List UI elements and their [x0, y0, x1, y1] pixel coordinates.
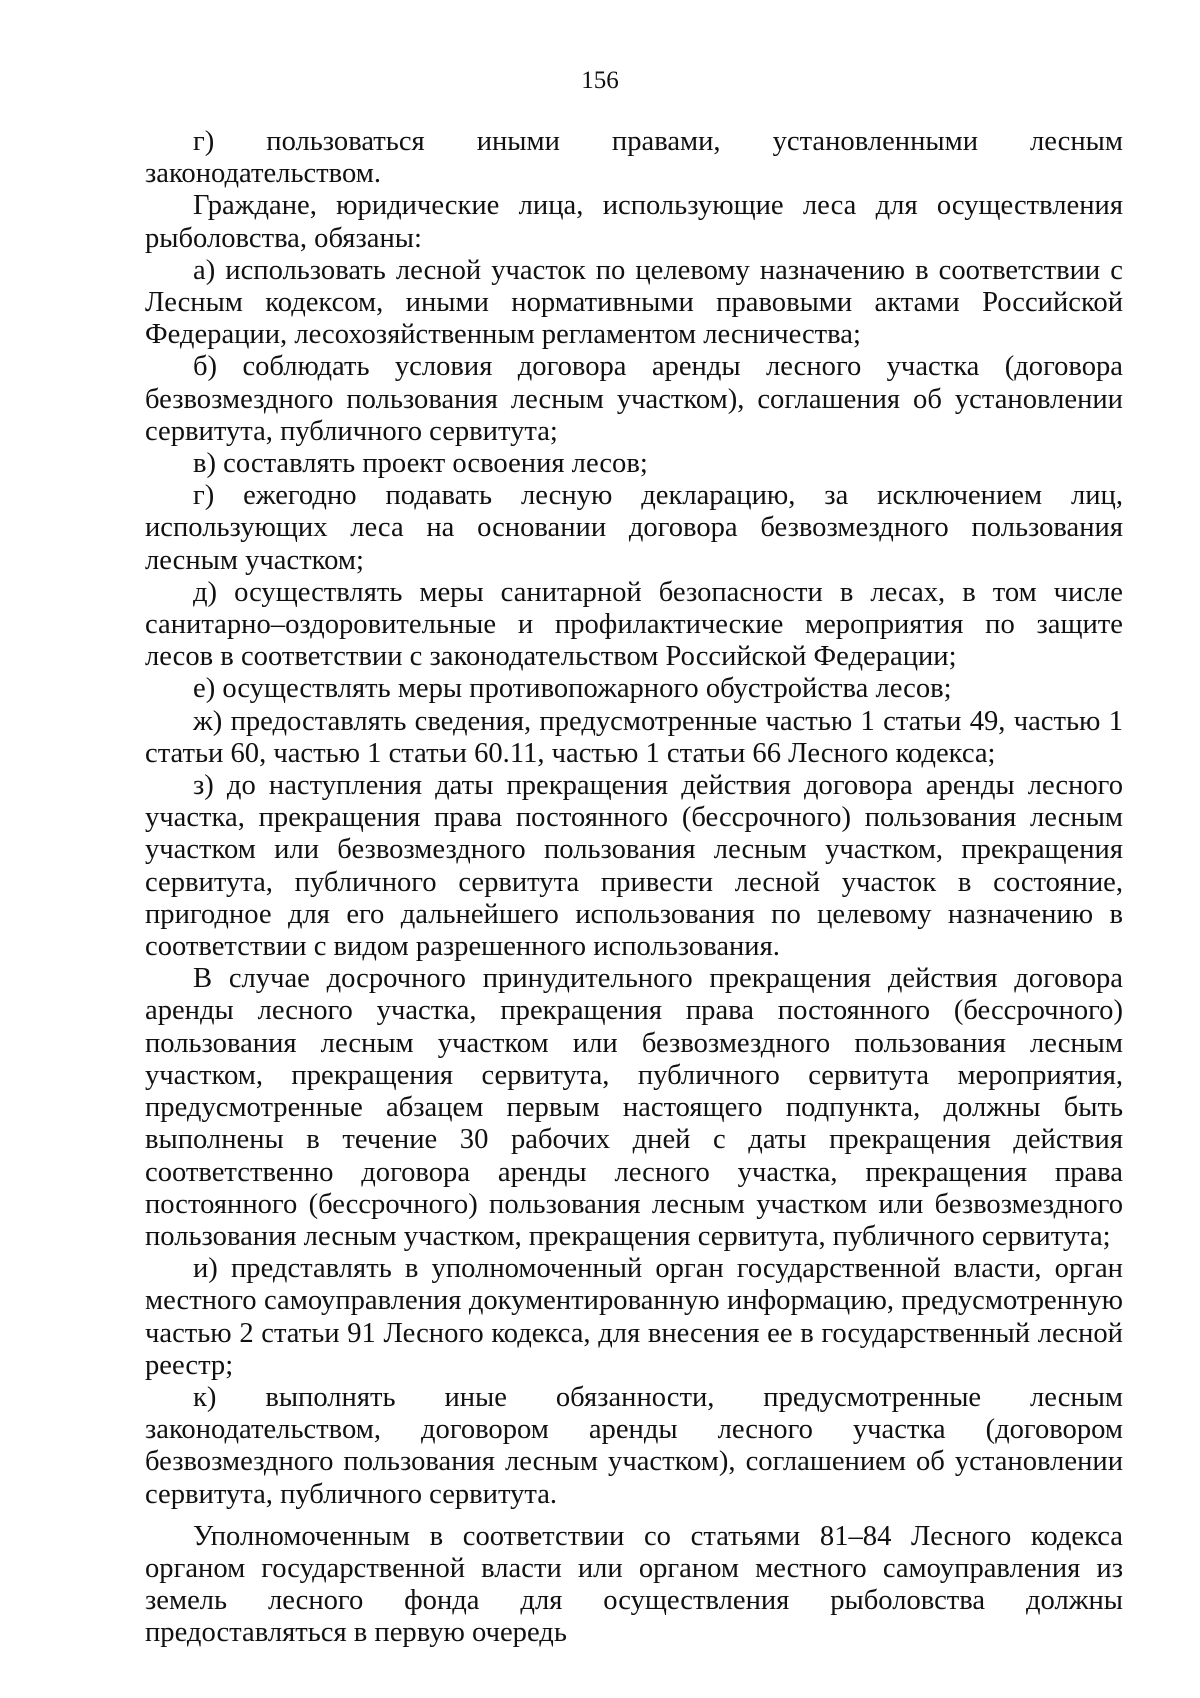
paragraph-k: к) выполнять иные обязанности, предусмотренные лесным законодательством, договором аренды лесного участка (договором безвозмездного пользования лесным участком), соглашением об установлении сервитута, публичного сервитута.	[145, 1381, 1123, 1510]
paragraph-d: д) осуществлять меры санитарной безопасности в лесах, в том числе санитарно–оздоровительные и профилактические мероприятия по защите лесов в соответствии с законодательством Российской Федерации;	[145, 576, 1123, 673]
paragraph-a: а) использовать лесной участок по целевому назначению в соответствии с Лесным кодексом, иными нормативными правовыми актами Российской Федерации, лесохозяйственным регламентом лесничества;	[145, 254, 1123, 351]
document-body	[145, 126, 1123, 1650]
page-number: 156	[581, 67, 619, 94]
paragraph-early-termination: В случае досрочного принудительного прекращения действия договора аренды лесного участка, прекращения права постоянного (бессрочного) пользования лесным участком или безвозмездного пользования лесным участком, прекращения сервитута, публичного сервитута мероприятия, предусмотренные абзацем первым настоящего подпункта, должны быть выполнены в течение 30 рабочих дней с даты прекращения действия соответственно договора аренды лесного участка, прекращения права постоянного (бессрочного) пользования лесным участком или безвозмездного пользования лесным участком, прекращения сервитута, публичного сервитута;	[145, 963, 1123, 1252]
paragraph-i: и) представлять в уполномоченный орган государственной власти, орган местного самоуправления документированную информацию, предусмотренную частью 2 статьи 91 Лесного кодекса, для внесения ее в государственный лесной реестр;	[145, 1253, 1123, 1381]
paragraph-e: е) осуществлять меры противопожарного обустройства лесов;	[193, 673, 952, 705]
paragraph-g-rights: г) пользоваться иными правами, установленными лесным законодательством.	[145, 126, 1123, 190]
paragraph-obligations-intro: Граждане, юридические лица, использующие леса для осуществления рыболовства, обязаны:	[145, 190, 1123, 254]
paragraph-z: з) до наступления даты прекращения действия договора аренды лесного участка, прекращения права постоянного (бессрочного) пользования лесным участком или безвозмездного пользования лесным участком, прекращения сервитута, публичного сервитута привести лесной участок в состояние, пригодное для его дальнейшего использования по целевому назначению в соответствии с видом разрешенного использования.	[145, 770, 1123, 963]
paragraph-zh: ж) предоставлять сведения, предусмотренные частью 1 статьи 49, частью 1 статьи 60, частью 1 статьи 60.11, частью 1 статьи 66 Лесного кодекса;	[145, 705, 1123, 769]
paragraph-b: б) соблюдать условия договора аренды лесного участка (договора безвозмездного пользования лесным участком), соглашения об установлении сервитута, публичного сервитута;	[145, 351, 1123, 447]
paragraph-v: в) составлять проект освоения лесов;	[193, 448, 648, 480]
paragraph-authorized-body: Уполномоченным в соответствии со статьями 81–84 Лесного кодекса органом государственной власти или органом местного самоуправления из земель лесного фонда для осуществления рыболовства должны предоставляться в первую очередь	[145, 1520, 1123, 1649]
paragraph-g-declaration: г) ежегодно подавать лесную декларацию, за исключением лиц, использующих леса на основании договора безвозмездного пользования лесным участком;	[145, 480, 1123, 576]
